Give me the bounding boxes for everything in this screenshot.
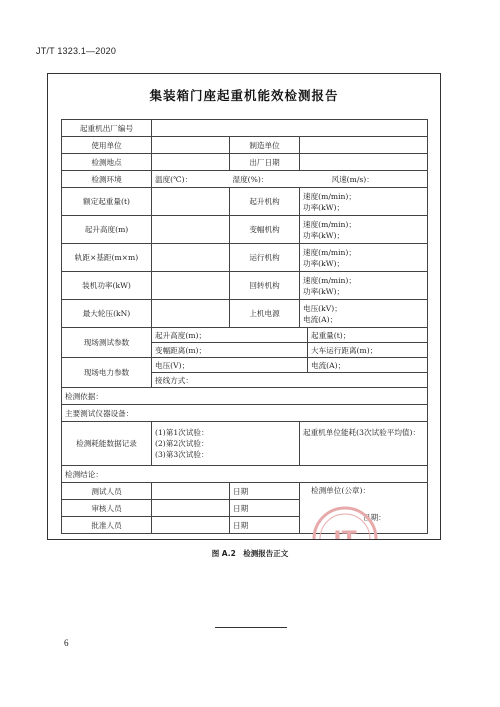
- travel-mech-label: 运行机构: [230, 244, 300, 272]
- power-label: 装机功率(kW): [62, 272, 152, 300]
- field-load: 起重量(t)；: [308, 328, 428, 343]
- supply-label: 上机电源: [230, 300, 300, 328]
- luff-mech-label: 变幅机构: [230, 216, 300, 244]
- slew-mech-params: 速度(m/min)； 功率(kW)；: [300, 272, 428, 300]
- wheel-value: [152, 300, 230, 328]
- table-row: [62, 300, 428, 328]
- table-row: [62, 422, 428, 466]
- wiring-label: 接线方式：: [152, 373, 428, 388]
- site-value: [152, 154, 230, 171]
- hoist-mech-params: 速度(m/min)； 功率(kW)；: [300, 188, 428, 216]
- table-row: [62, 358, 428, 373]
- serial-label: 起重机出厂编号: [62, 120, 152, 137]
- seal-text: JT: [333, 528, 357, 553]
- table-row: [62, 137, 428, 154]
- field-lift-height: 起升高度(m)；: [152, 328, 308, 343]
- table-row: [62, 328, 428, 343]
- trial-records: (1)第1次试验： (2)第2次试验： (3)第3次试验：: [152, 422, 300, 466]
- tester-date-label: 日期: [230, 483, 300, 500]
- table-row: [62, 120, 428, 137]
- table-row: [62, 171, 428, 188]
- gauge-value: [152, 244, 230, 272]
- gauge-label: 轨距×基距(m×m): [62, 244, 152, 272]
- org-stamp-area: 检测单位(公章)： 日期：: [300, 483, 428, 534]
- table-row: [62, 244, 428, 272]
- maker-value: [300, 137, 428, 154]
- report-table: [61, 119, 428, 534]
- hoist-mech-label: 起升机构: [230, 188, 300, 216]
- approver-value: [152, 517, 230, 534]
- instrument-label: 主要测试仪器设备：: [62, 405, 428, 422]
- standard-id: JT/T 1323.1—2020: [36, 46, 117, 56]
- rated-load-label: 额定起重量(t): [62, 188, 152, 216]
- reviewer-date-label: 日期: [230, 500, 300, 517]
- luff-mech-params: 速度(m/min)； 功率(kW)；: [300, 216, 428, 244]
- table-row: [62, 154, 428, 171]
- temp-label: 温度(℃)：: [152, 171, 230, 188]
- slew-mech-label: 回转机构: [230, 272, 300, 300]
- field-current: 电流(A)；: [308, 358, 428, 373]
- tester-label: 测试人员: [62, 483, 152, 500]
- report-title: 集装箱门座起重机能效检测报告: [149, 88, 339, 103]
- approver-label: 批准人员: [62, 517, 152, 534]
- field-voltage: 电压(V)；: [152, 358, 308, 373]
- tester-value: [152, 483, 230, 500]
- travel-mech-params: 速度(m/min)； 功率(kW)；: [300, 244, 428, 272]
- rated-load-value: [152, 188, 230, 216]
- table-row: [62, 405, 428, 422]
- date-label: 出厂日期: [230, 154, 300, 171]
- lift-height-value: [152, 216, 230, 244]
- table-row: [62, 388, 428, 405]
- reviewer-label: 审核人员: [62, 500, 152, 517]
- maker-label: 制造单位: [230, 137, 300, 154]
- user-label: 使用单位: [62, 137, 152, 154]
- humidity-label: 湿度(%)：: [230, 171, 308, 188]
- wind-label: 风速(m/s)：: [308, 171, 428, 188]
- figure-caption: 图 A.2 检测报告正文: [211, 549, 289, 558]
- field-luff-dist: 变幅距离(m)；: [152, 343, 308, 358]
- conclusion-label: 检测结论：: [62, 466, 428, 483]
- serial-value: [152, 120, 428, 137]
- report-frame: [47, 73, 441, 553]
- power-value: [152, 272, 230, 300]
- approver-date-label: 日期: [230, 517, 300, 534]
- table-row: [62, 188, 428, 216]
- field-power-label: 现场电力参数: [62, 358, 152, 388]
- env-label: 检测环境: [62, 171, 152, 188]
- field-travel-dist: 大车运行距离(m)；: [308, 343, 428, 358]
- table-row: [62, 466, 428, 483]
- table-row: [62, 483, 428, 500]
- lift-height-label: 起升高度(m): [62, 216, 152, 244]
- user-value: [152, 137, 230, 154]
- table-row: [62, 216, 428, 244]
- unit-consumption: 起重机单位能耗(3次试验平均值)：: [300, 422, 428, 466]
- table-row: [62, 272, 428, 300]
- field-test-label: 现场测试参数: [62, 328, 152, 358]
- footer-rule: [215, 627, 287, 628]
- basis-label: 检测依据：: [62, 388, 428, 405]
- site-label: 检测地点: [62, 154, 152, 171]
- page-number: 6: [64, 638, 69, 648]
- reviewer-value: [152, 500, 230, 517]
- supply-params: 电压(kV)； 电流(A)；: [300, 300, 428, 328]
- wheel-label: 最大轮压(kN): [62, 300, 152, 328]
- consumption-label: 检测耗能数据记录: [62, 422, 152, 466]
- date-value: [300, 154, 428, 171]
